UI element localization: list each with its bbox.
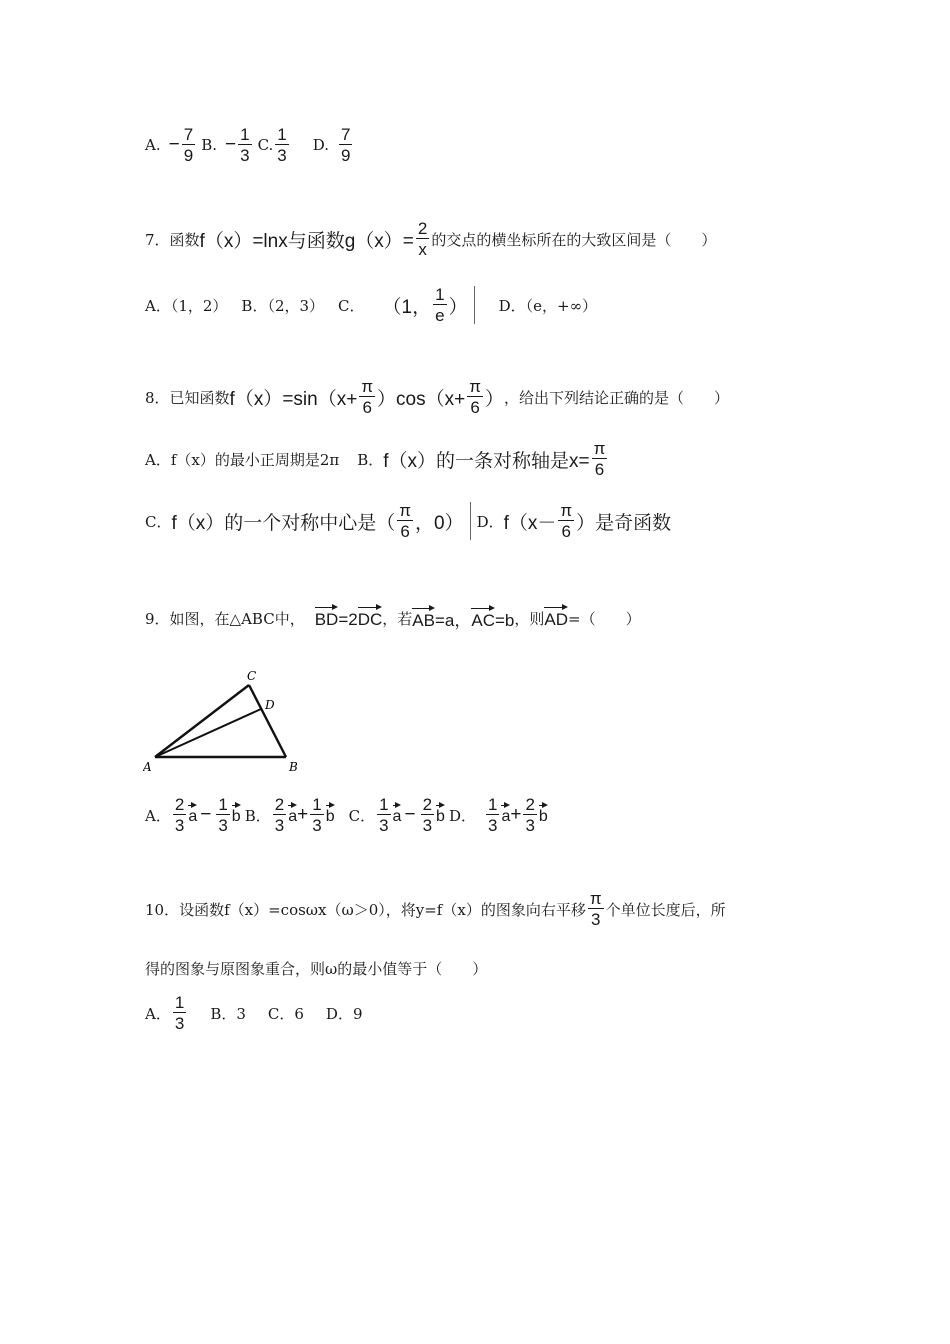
q9-option-a-vec-a: a — [188, 805, 197, 826]
q8-option-d-close: ）是奇函数 — [576, 512, 672, 534]
q8-option-c-text: f（x）的一个对称中心是（ — [171, 512, 396, 534]
q10-option-c: C．6 — [267, 1004, 304, 1023]
q7-option-c-label: C． — [338, 296, 365, 315]
q6-option-a-sign: − — [168, 134, 180, 155]
q7-option-c-fraction: $\frac{1}{e}$ — [435, 285, 445, 325]
q9-option-a-vec-b: b — [232, 805, 241, 826]
q9-ze: ，则 — [514, 610, 545, 628]
q6-option-a-label: A. — [145, 136, 161, 154]
q6-option-d-fraction: $\frac{7}{9}$ — [341, 125, 351, 165]
q9-option-b-label: B． — [244, 806, 271, 825]
q8-option-b-label: B． — [357, 450, 384, 469]
q9-option-d-op: + — [510, 804, 522, 825]
q9-option-b-coef-1: $\frac{2}{3}$ — [274, 795, 285, 835]
q9-option-d-vec-a: a — [501, 805, 510, 826]
q9-option-c-label: C． — [348, 806, 376, 825]
q9-eq-b: =b — [495, 611, 515, 630]
q10-fraction: $\frac{\pi}{3}$ — [589, 889, 602, 929]
q9-option-d-coef-2: $\frac{2}{3}$ — [525, 795, 535, 835]
q9-triangle-figure — [143, 665, 303, 777]
q9-vector-ac: AC — [471, 608, 495, 631]
q10-option-d: D．9 — [325, 1004, 363, 1023]
q9-prefix: 9．如图，在△ABC中， — [145, 610, 305, 628]
q7-option-d: D．（e，+∞） — [498, 296, 598, 315]
q6-option-b-label: B. — [201, 136, 217, 154]
q9-suffix: =（ ） — [568, 610, 641, 628]
q7-option-b: B．（2，3） — [241, 296, 325, 315]
q10-stem-line2 — [145, 958, 487, 979]
q8-fraction-2: $\frac{\pi}{6}$ — [469, 377, 481, 417]
q8-expr-part2: ）cos（x+ — [377, 388, 466, 410]
q7-separator — [474, 286, 475, 324]
q7-f-expression: f（x）=lnx与函数g（x）= — [199, 230, 414, 252]
q7-suffix: 的交点的横坐标所在的大致区间是（ ） — [431, 230, 717, 249]
q8-option-c-fraction: $\frac{\pi}{6}$ — [399, 501, 411, 541]
q8-stem — [145, 378, 729, 416]
q9-option-d-label: D． — [448, 806, 476, 825]
q8-suffix: ，给出下列结论正确的是（ ） — [503, 388, 729, 407]
q6-option-b-sign: − — [224, 134, 237, 155]
q9-options — [145, 796, 548, 834]
q9-option-c-coef-1: $\frac{1}{3}$ — [379, 795, 389, 835]
q7-stem — [145, 220, 716, 258]
q9-option-a-op: − — [200, 804, 212, 825]
q6-option-b-fraction: $\frac{1}{3}$ — [240, 125, 250, 165]
q9-eq-2: =2 — [338, 610, 358, 629]
q9-vector-ad: AD — [544, 607, 568, 630]
q9-condition-1 — [315, 607, 383, 630]
q9-eq-a: =a — [434, 611, 455, 630]
q9-option-c-vec-a: a — [393, 805, 402, 826]
q8-option-b-text: f（x）的一条对称轴是x= — [383, 450, 590, 472]
q10-option-a-label: A． — [145, 1004, 171, 1023]
q9-comma: ， — [454, 611, 472, 630]
q8-option-b-fraction: $\frac{\pi}{6}$ — [593, 439, 606, 479]
vertex-label-a: A — [143, 760, 152, 774]
q8-option-a: A．f（x）的最小正周期是2π — [145, 450, 340, 469]
edge-cb — [249, 685, 286, 757]
q9-option-b-coef-2: $\frac{1}{3}$ — [312, 795, 322, 835]
q8-options-ab — [145, 440, 609, 478]
q8-option-d-text: f（x－ — [503, 512, 557, 534]
q8-expr-part1: f（x）=sin（x+ — [229, 388, 358, 410]
q9-vector-bd: BD — [315, 607, 339, 630]
q9-option-a-label: A． — [145, 806, 171, 825]
q9-option-d-vec-b: b — [539, 805, 548, 826]
q10-option-b: B．3 — [210, 1004, 246, 1023]
q9-option-b-op: + — [297, 804, 309, 825]
q8-option-d-label: D． — [476, 512, 504, 531]
q9-vector-dc: DC — [358, 607, 383, 630]
point-label-d: D — [265, 698, 275, 712]
q6-option-c-fraction: $\frac{1}{3}$ — [277, 125, 287, 165]
q6-option-d-label: D. — [312, 136, 330, 154]
q7-option-c-open: （1， — [382, 296, 432, 318]
q7-prefix: 7．函数 — [145, 230, 200, 249]
q9-option-c-vec-b: b — [436, 805, 445, 826]
q9-condition-2 — [412, 606, 514, 631]
q6-options — [145, 126, 354, 164]
q8-separator — [470, 502, 471, 540]
q6-option-c-label: C. — [257, 136, 274, 154]
q10-options — [145, 994, 363, 1032]
q8-prefix: 8．已知函数 — [145, 388, 230, 407]
vertex-label-b: B — [289, 760, 298, 774]
q8-option-c-label: C． — [145, 512, 172, 531]
q7-option-a: A．（1，2） — [145, 296, 228, 315]
q9-vector-ab: AB — [412, 608, 435, 631]
q10-text-1: 10．设函数f（x）=cosωx（ω＞0），将y=f（x）的图象向右平移 — [145, 900, 586, 919]
q9-stem — [145, 606, 641, 631]
q9-option-c-op: − — [404, 804, 416, 825]
q9-ruo: ，若 — [382, 610, 413, 628]
q9-option-a-coef-1: $\frac{2}{3}$ — [174, 795, 185, 835]
q9-option-d-coef-1: $\frac{1}{3}$ — [487, 795, 498, 835]
q9-option-b-vec-b: b — [326, 805, 335, 826]
vertex-label-c: C — [247, 669, 257, 683]
q9-option-b-vec-a: a — [288, 805, 297, 826]
q10-text-2: 个单位长度后，所 — [605, 900, 726, 919]
q8-expr-part3: ） — [484, 388, 504, 410]
q7-g-fraction: $\frac{2}{x}$ — [417, 219, 428, 259]
q9-option-a-coef-2: $\frac{1}{3}$ — [218, 795, 228, 835]
q8-option-c-close: ，0） — [415, 512, 464, 534]
q8-option-d-fraction: $\frac{\pi}{6}$ — [560, 501, 573, 541]
q9-option-c-coef-2: $\frac{2}{3}$ — [422, 795, 433, 835]
q7-option-c-close: ） — [448, 296, 468, 318]
q7-options — [145, 286, 597, 324]
q10-option-a-fraction: $\frac{1}{3}$ — [174, 993, 185, 1033]
q10-text-3: 得的图象与原图象重合，则ω的最小值等于（ ） — [145, 960, 488, 978]
q8-fraction-1: $\frac{\pi}{6}$ — [361, 377, 374, 417]
q10-stem-line1 — [145, 890, 726, 928]
q8-options-cd — [145, 502, 671, 540]
q6-option-a-fraction: $\frac{7}{9}$ — [183, 125, 194, 165]
